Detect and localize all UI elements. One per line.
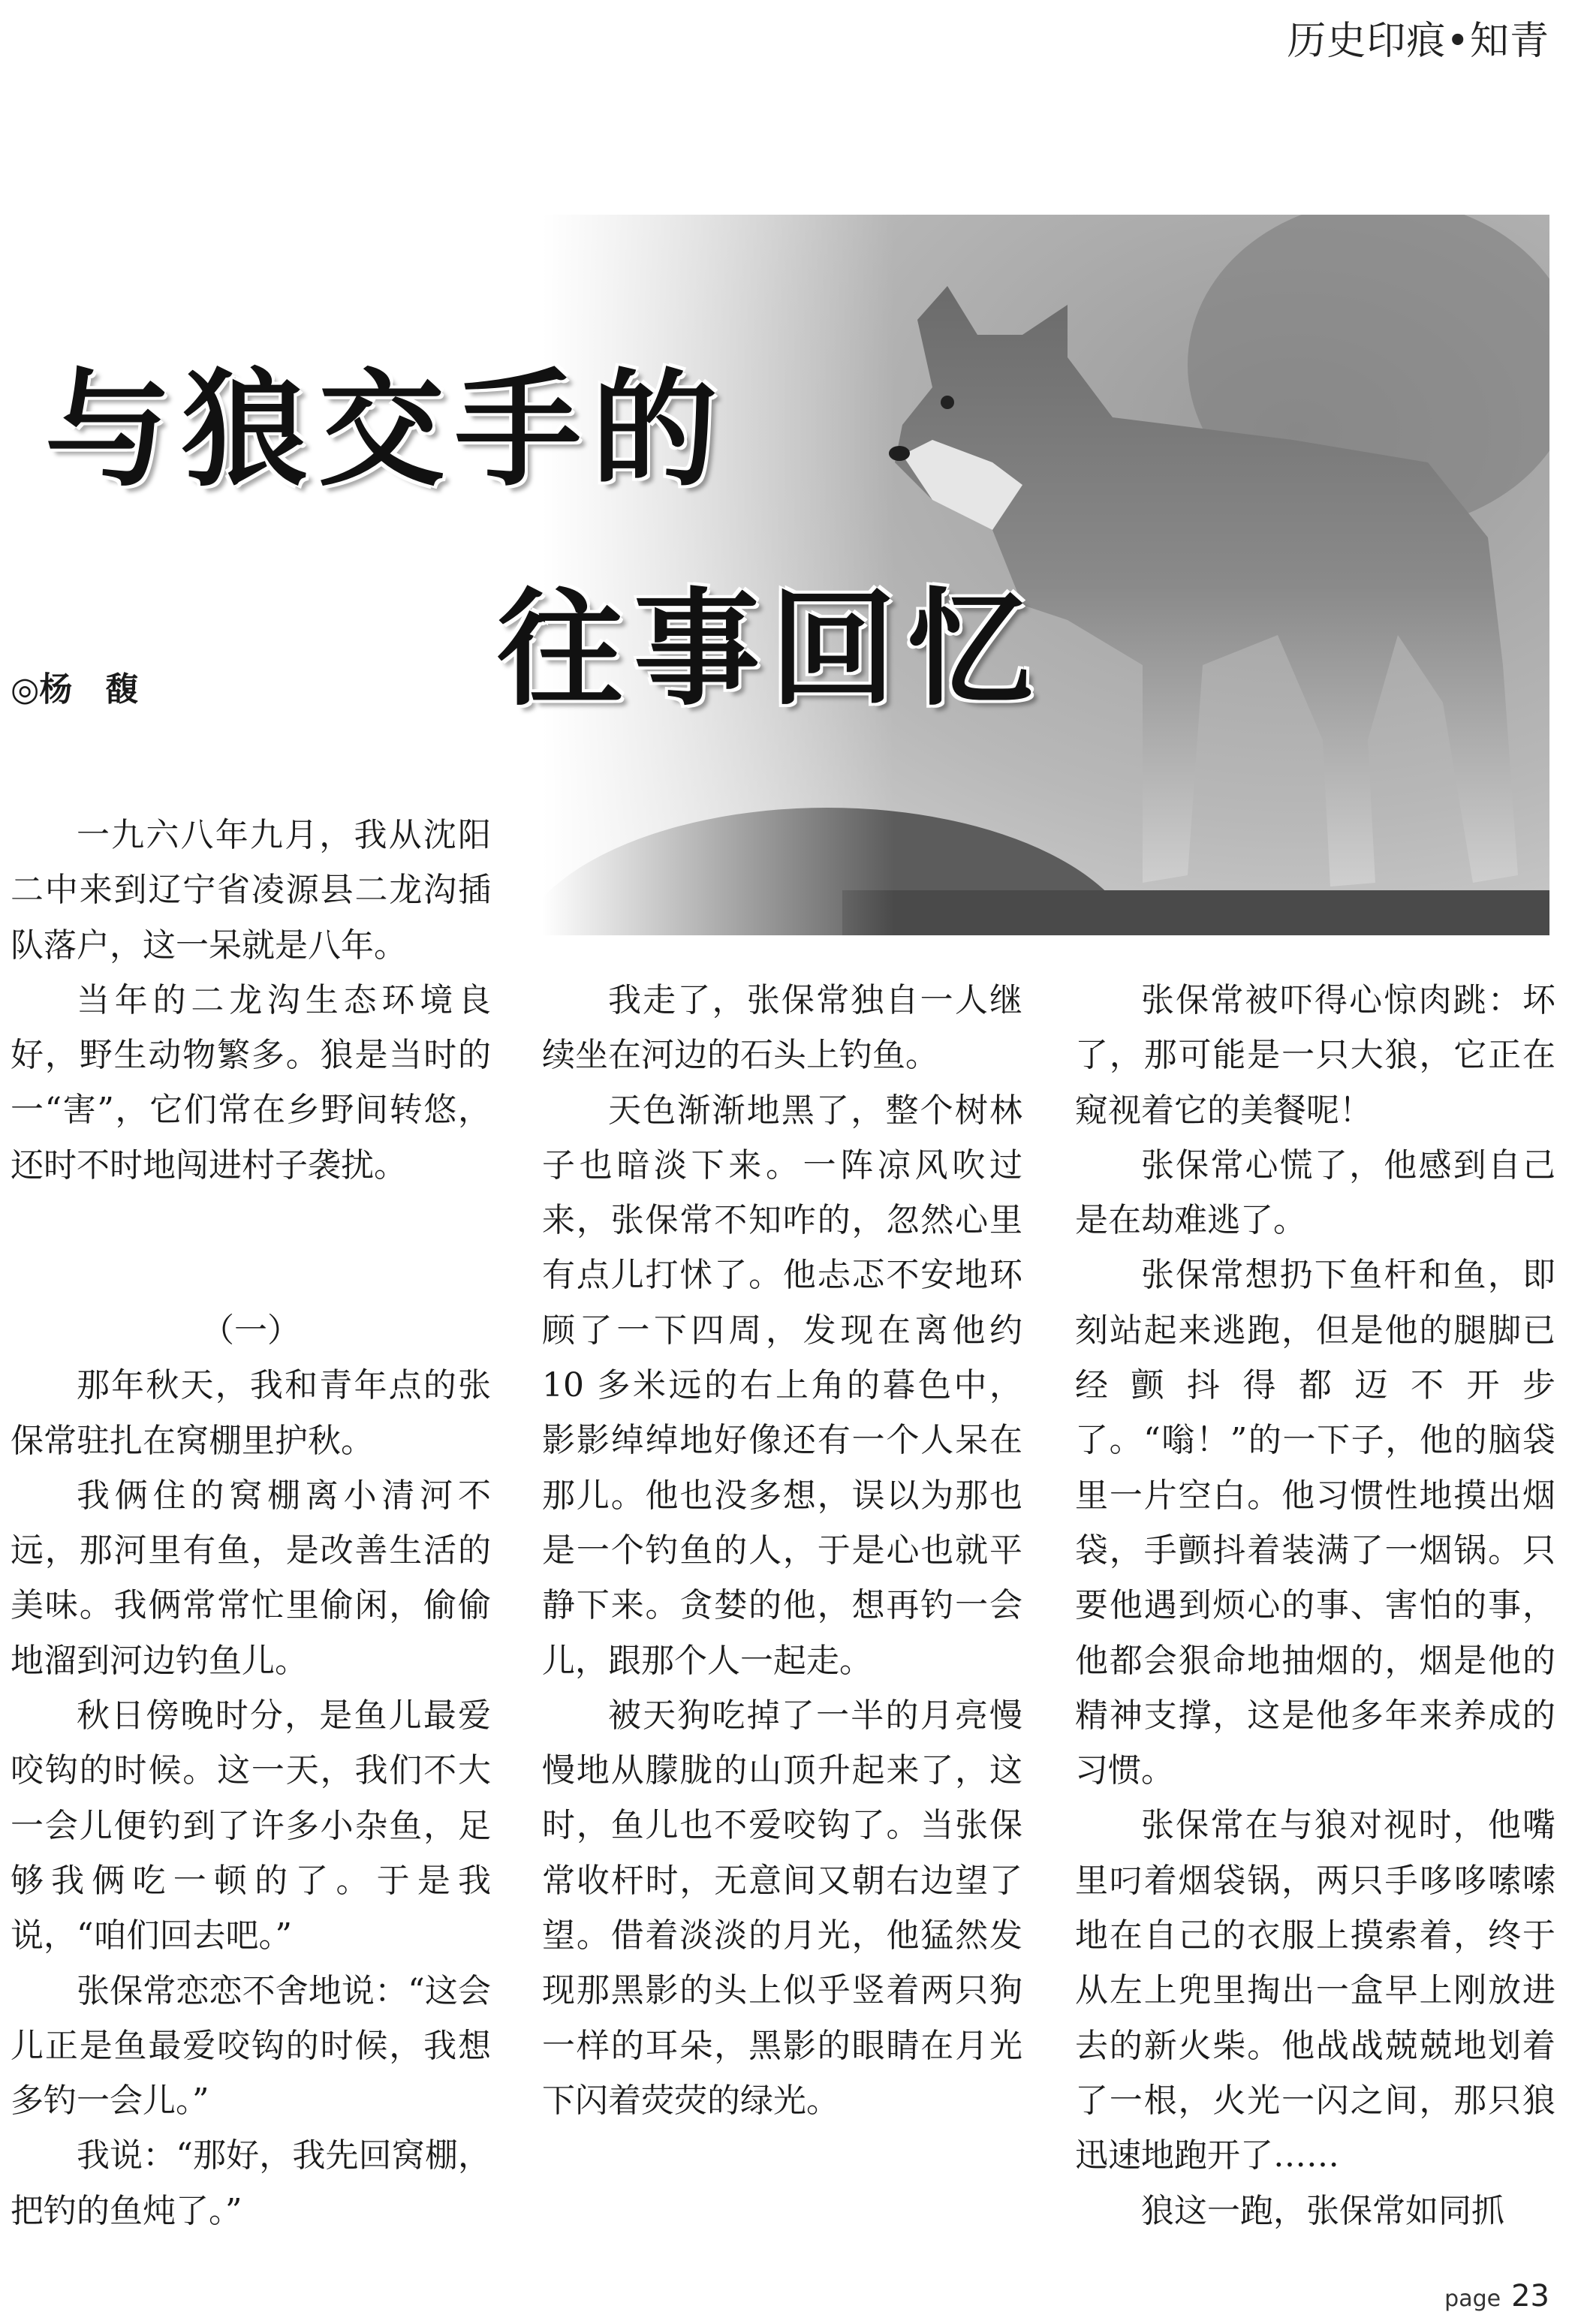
paragraph: 天色渐渐地黑了，整个树林子也暗淡下来。一阵凉风吹过来，张保常不知咋的，忽然心里有点儿打怵了。他忐忑不安地环顾了一下四周，发现在离他约 10 多米远的右上角的暮色中，影影绰绰地好像还有一个人呆在那儿。他也没多想，误以为那也是一个钓鱼的人，于是心也就平静下来。贪婪的他，想再钓一会儿，跟那个人一起走。 (542, 1091, 1022, 1680)
paragraph: 张保常心慌了，他感到自己是在劫难逃了。 (1075, 1145, 1555, 1240)
article-title-line2: 往事回忆 (497, 574, 1043, 723)
article-title-line1: 与狼交手的 (45, 355, 728, 504)
paragraph: 我走了，张保常独自一人继续坐在河边的石头上钓鱼。 (542, 981, 1022, 1075)
paragraph: 张保常在与狼对视时，他嘴里叼着烟袋锅，两只手哆哆嗦嗦地在自己的衣服上摸索着，终于从左上兜里掏出一盒早上刚放进去的新火柴。他战战兢兢地划着了一根，火光一闪之间，那只狼迅速地跑开了…… (1075, 1806, 1555, 2175)
section-heading: （一） (201, 1311, 300, 1350)
paragraph: 一九六八年九月，我从沈阳二中来到辽宁省凌源县二龙沟插队落户，这一呆就是八年。 (11, 816, 491, 965)
paragraph: 张保常想扔下鱼杆和鱼，即刻站起来逃跑，但是他的腿脚已经颤抖得都迈不开步了。“嗡！”的一下子，他的脑袋里一片空白。他习惯性地摸出烟袋，手颤抖着装满了一烟锅。只要他遇到烦心的事、害怕的事，他都会狠命地抽烟的，烟是他的精神支撑，这是他多年来养成的习惯。 (1075, 1256, 1555, 1790)
paragraph: 我俩住的窝棚离小清河不远，那河里有鱼，是改善生活的美味。我俩常常忙里偷闲，偷偷地溜到河边钓鱼儿。 (11, 1476, 491, 1680)
author-byline: ◎杨 馥 (11, 670, 139, 709)
page-label: page (1444, 2286, 1501, 2312)
paragraph: 被天狗吃掉了一半的月亮慢慢地从朦胧的山顶升起来了，这时，鱼儿也不爱咬钩了。当张保常收杆时，无意间又朝右边望了望。借着淡淡的月光，他猛然发现那黑影的头上似乎竖着两只狗一样的耳朵，黑影的眼睛在月光下闪着荧荧的绿光。 (542, 1696, 1022, 2120)
paragraph: 那年秋天，我和青年点的张保常驻扎在窝棚里护秋。 (11, 1366, 491, 1460)
paragraph: 狼这一跑，张保常如同抓 (1141, 2191, 1504, 2230)
paragraph: 秋日傍晚时分，是鱼儿最爱咬钩的时候。这一天，我们不大一会儿便钓到了许多小杂鱼，足够我俩吃一顿的了。于是我说，“咱们回去吧。” (11, 1696, 491, 1955)
column-1-intro (11, 808, 491, 1193)
column-1-body (11, 1303, 491, 2238)
paragraph: 我说：“那好，我先回窝棚，把钓的鱼炖了。” (11, 2136, 491, 2230)
paragraph: 当年的二龙沟生态环境良好，野生动物繁多。狼是当时的一“害”，它们常在乡野间转悠，还时不时地闯进村子袭扰。 (11, 980, 491, 1185)
column-2 (542, 973, 1022, 2128)
page-number: 23 (1511, 2279, 1549, 2313)
paragraph: 张保常被吓得心惊肉跳：坏了，那可能是一只大狼，它正在窥视着它的美餐呢！ (1075, 981, 1555, 1130)
section-header: 历史印痕•知青 (1287, 19, 1549, 64)
paragraph: 张保常恋恋不舍地说：“这会儿正是鱼最爱咬钩的时候，我想多钓一会儿。” (11, 1971, 491, 2121)
column-3 (1075, 973, 1555, 2238)
page-footer (1444, 2279, 1549, 2313)
